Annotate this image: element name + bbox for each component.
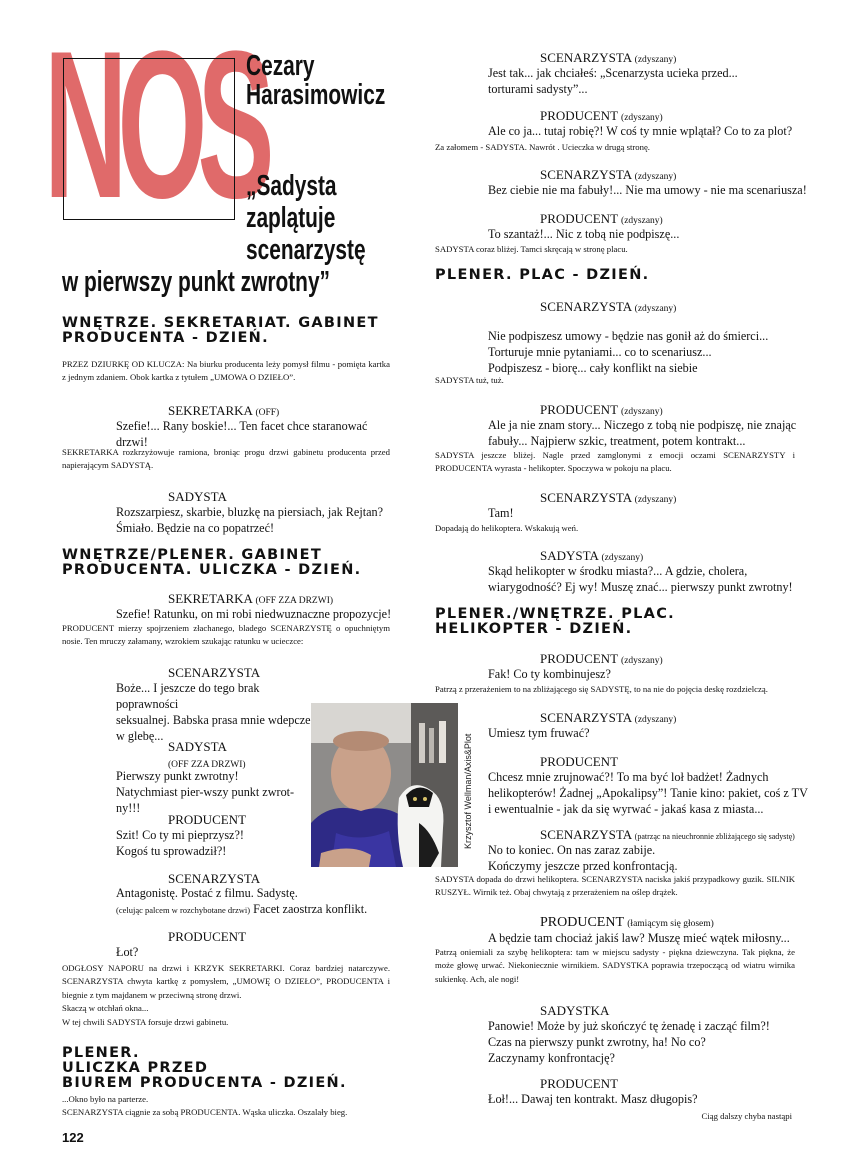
- dialogue-line: Szefie!... Rany boskie!... Ten facet chce staranować drzwi!: [116, 419, 368, 450]
- dialogue-line: A będzie tam chociaż jakiś law? Muszę mieć wątek miłosny...: [488, 931, 790, 945]
- speaker-name: PRODUCENT: [540, 915, 625, 930]
- dialogue-line: Łot?: [116, 945, 139, 959]
- scene-heading-line: HELIKOPTER - DZIEŃ.: [435, 621, 633, 638]
- speaker-note: (zdyszany): [621, 656, 663, 666]
- dialogue: [116, 606, 396, 622]
- dialogue-line: Szefie! Ratunku, on mi robi niedwuznaczne propozycje!: [116, 607, 392, 621]
- dialogue: [116, 944, 316, 960]
- dialogue-line-text: Facet zaostrza konflikt.: [253, 902, 368, 917]
- speaker: [540, 1076, 618, 1092]
- dialogue-line: seksualnej. Babska prasa mnie wdepcze: [116, 713, 311, 728]
- dialogue-line: torturami sadysty”...: [488, 82, 588, 97]
- title-line-1: „Sadysta: [246, 170, 337, 202]
- dialogue: [116, 680, 316, 744]
- action-text: SADYSTA coraz bliżej. Tamci skręcają w stronę placu.: [435, 244, 628, 254]
- speaker: [168, 739, 227, 755]
- dialogue: [488, 1091, 818, 1107]
- dialogue: [116, 504, 396, 536]
- dialogue-line: Bez ciebie nie ma fabuły!... Nie ma umowy - nie ma scenariusza!: [488, 183, 807, 197]
- dialogue-line: Skąd helikopter w środku miasta?... A gdzie, cholera,: [488, 564, 748, 578]
- dialogue-line: Ale ja nie znam story... Niczego z tobą nie podpiszę, nie znając: [488, 418, 797, 432]
- dialogue: [488, 930, 818, 946]
- scene-heading-line: PRODUCENTA. ULICZKA - DZIEŃ.: [62, 562, 362, 579]
- speaker: [540, 108, 663, 124]
- logo-frame: [63, 58, 235, 220]
- speaker: [540, 710, 676, 726]
- speaker: [540, 402, 663, 418]
- action-text: SEKRETARKA rozkrzyżowuje ramiona, broniąc progu drzwi gabinetu producenta przed napierającym SADYSTĄ.: [62, 447, 390, 471]
- photo-credit: [458, 700, 474, 870]
- action-line: W tej chwili SADYSTA forsuje drzwi gabinetu.: [62, 1016, 229, 1027]
- speaker: [168, 929, 246, 945]
- speaker: [168, 812, 246, 828]
- speaker-note: (zdyszany): [601, 553, 644, 563]
- speaker-note: (OFF): [255, 408, 280, 418]
- dialogue-line: Chcesz mnie zrujnować?! To ma być loł badżet! Żadnych: [488, 770, 769, 784]
- dialogue: [116, 768, 316, 816]
- scene-heading-line: PLENER./WNĘTRZE. PLAC.: [435, 606, 675, 622]
- dialogue-line: Śmiało. Będzie na co popatrzeć!: [116, 521, 275, 536]
- scene-heading-line: WNĘTRZE. SEKRETARIAT. GABINET: [62, 315, 379, 331]
- dialogue-line: fabuły... Najpierw szkic, treatment, potem kontrakt...: [488, 434, 746, 449]
- speaker-name: SADYSTKA: [540, 1003, 610, 1018]
- continuation-note: Ciąg dalszy chyba nastąpi: [701, 1111, 792, 1121]
- dialogue: [116, 885, 406, 917]
- action-text: Patrzą z przerażeniem to na zbliżającego się SADYSTĘ, to na nie do pojęcia deskę rozdzielczą.: [435, 684, 768, 694]
- action-line: ODGŁOSY NAPORU na drzwi i KRZYK SEKRETARKI. Coraz bardziej natarczywe. SCENARZYSTA chwyta kartkę z pomysłem, „UMOWĘ O DZIEŁO”, PRODUCENTA i biegnie z tym majdanem w przeciwną stronę drzwi.: [62, 963, 390, 1000]
- action-line: Skaczą w otchłań okna...: [62, 1003, 149, 1014]
- dialogue-line: Fak! Co ty kombinujesz?: [488, 667, 611, 681]
- speaker-note: (zdyszany): [621, 113, 663, 123]
- dialogue-line: helikopterów! Żadnej „Apokalipsy”! Tanie kino: pakiet, coś z TV: [488, 786, 808, 801]
- author-photo: [311, 703, 458, 867]
- dialogue: [488, 328, 818, 376]
- dialogue: [488, 65, 808, 97]
- speaker-name: PRODUCENT: [540, 108, 618, 123]
- dialogue-line: Łoł!... Dawaj ten kontrakt. Masz długopis?: [488, 1092, 698, 1106]
- dialogue-line: Szit! Co ty mi pieprzysz?!: [116, 828, 244, 842]
- speaker: [540, 490, 676, 506]
- speaker-name: SEKRETARKA: [168, 591, 253, 606]
- speaker-name: SCENARZYSTA: [168, 871, 261, 886]
- author-photo-illustration: [311, 703, 458, 867]
- action-line: ...Okno było na parterze.: [62, 1094, 149, 1104]
- dialogue-line: Podpiszesz - biorę... cały konflikt na siebie: [488, 361, 698, 376]
- speaker: [540, 651, 663, 667]
- scene-heading-line: BIUREM PRODUCENTA - DZIEŃ.: [62, 1075, 347, 1092]
- page-number: 122: [62, 1130, 84, 1145]
- author-last-name: Harasimowicz: [246, 79, 386, 111]
- scene-heading: [62, 1046, 347, 1092]
- speaker-name: SCENARZYSTA: [540, 299, 632, 314]
- scene-heading: [435, 268, 649, 283]
- speaker-note: (zdyszany): [634, 715, 677, 725]
- action-text: PRZEZ DZIURKĘ OD KLUCZA: Na biurku producenta leży pomysł filmu - pomięta kartka z jednym zdaniem. Obok kartka z tytułem „UMOWA O DZIEŁO”.: [62, 359, 390, 383]
- scene-heading: [62, 316, 379, 346]
- action-line: SCENARZYSTA ciągnie za sobą PRODUCENTA. Wąska uliczka. Oszalały bieg.: [62, 1107, 348, 1118]
- nos-logo-letters: NOS: [44, 7, 265, 242]
- speaker-name: SEKRETARKA: [168, 403, 253, 418]
- action-text: Patrzą oniemiali za szybę helikoptera: tam w miejscu sadysty - piękna dziewczyna. Tak piękna, że może głowę urwać. Niekoniecznie wirnikiem. SADYSTKA poprawia trzepoczącą od wiatru wirnika sukienkę. Ach, ale nogi!: [435, 947, 795, 984]
- dialogue-line: Jest tak... jak chciałeś: „Scenarzysta ucieka przed...: [488, 66, 738, 80]
- speaker-name: PRODUCENT: [540, 754, 619, 769]
- speaker: [168, 591, 333, 607]
- dialogue-line: No to koniec. On nas zaraz zabije.: [488, 843, 656, 857]
- speaker-note: (łamiącym się głosem): [627, 919, 714, 929]
- speaker: [540, 548, 643, 564]
- dialogue: [488, 563, 818, 595]
- title-line-2: zaplątuje: [246, 202, 336, 234]
- action-text: SADYSTA tuż, tuż.: [435, 375, 504, 385]
- speaker-name: PRODUCENT: [168, 929, 247, 944]
- speaker-note: (zdyszany): [634, 55, 677, 65]
- dialogue-line: Rozszarpiesz, skarbie, bluzkę na piersiach, jak Rejtan?: [116, 505, 384, 519]
- dialogue-line: Kończymy jeszcze przed konfrontacją.: [488, 859, 678, 874]
- scene-heading: [435, 607, 675, 637]
- dialogue-line: Torturuje mnie pytaniami... co to scenariusz...: [488, 345, 712, 360]
- speaker-note: (patrząc na nieuchronnie zbliżającego się sadystę): [634, 832, 795, 841]
- speaker-note: (zdyszany): [621, 407, 663, 417]
- action-text: Za załomem - SADYSTA. Nawrót . Ucieczka w drugą stronę.: [435, 142, 650, 152]
- speaker: [540, 211, 663, 227]
- speaker: [540, 914, 714, 931]
- action-text: Dopadają do helikoptera. Wskakują weń.: [435, 523, 579, 533]
- dialogue: [488, 1018, 818, 1066]
- title-line-4: w pierwszy punkt zwrotny”: [62, 266, 330, 298]
- speaker-name: SADYSTA: [168, 739, 227, 754]
- speaker-name: PRODUCENT: [540, 651, 618, 666]
- parenthetical: (celując palcem w rozchybotane drzwi): [116, 905, 251, 916]
- dialogue-line: Umiesz tym fruwać?: [488, 726, 590, 740]
- dialogue: [488, 182, 818, 198]
- scene-heading-line: PLENER.: [62, 1045, 140, 1061]
- speaker-note: (zdyszany): [634, 172, 677, 182]
- dialogue: [488, 842, 818, 874]
- speaker-note: (OFF ZZA DRZWI): [168, 760, 246, 770]
- action-text: SADYSTA dopada do drzwi helikoptera. SCENARZYSTA naciska jakiś przypadkowy guzik. SILNIK RUSZYŁ. Wirnik też. Obaj chwytają z przerażeniem na oślep drążek.: [435, 874, 795, 898]
- speaker-name: PRODUCENT: [168, 812, 247, 827]
- speaker: [540, 754, 618, 770]
- speaker-name: SCENARZYSTA: [540, 710, 632, 725]
- dialogue-line: Antagonistę. Postać z filmu. Sadystę.: [116, 886, 298, 900]
- dialogue-line: Panowie! Może by już skończyć tę żenadę i zacząć film?!: [488, 1019, 770, 1033]
- dialogue-line: [116, 901, 406, 917]
- dialogue-line: Natychmiast pier-wszy punkt zwrot-ny!!!: [116, 785, 295, 816]
- speaker: [540, 827, 795, 843]
- dialogue: [116, 827, 316, 859]
- scene-heading-line: WNĘTRZE/PLENER. GABINET: [62, 547, 323, 563]
- dialogue-line: Kogoś tu sprowadził?!: [116, 844, 227, 859]
- speaker: [540, 167, 676, 183]
- speaker-note: (zdyszany): [634, 495, 677, 505]
- speaker-name: SADYSTA: [168, 489, 227, 504]
- action-text: [62, 962, 390, 1029]
- speaker-note: (zdyszany): [634, 304, 677, 314]
- speaker-name: PRODUCENT: [540, 402, 618, 417]
- scene-heading-line: PLENER. PLAC - DZIEŃ.: [435, 267, 650, 283]
- speaker: [168, 489, 227, 505]
- scene-heading-line: ULICZKA PRZED: [62, 1060, 209, 1077]
- action-text: SADYSTA jeszcze bliżej. Nagle przed zamglonymi z emocji oczami SCENARZYSTY i PRODUCENTA wyrasta - helikopter. Spoczywa w pokoju na placu.: [435, 450, 795, 474]
- speaker-note: (zdyszany): [621, 216, 663, 226]
- speaker: [540, 50, 676, 66]
- speaker-name: PRODUCENT: [540, 211, 618, 226]
- dialogue: [488, 417, 818, 449]
- dialogue: [488, 725, 818, 741]
- speaker: [168, 665, 260, 681]
- dialogue-line: i ewentualnie - jak da się wyrwać - jakaś kasa z miasta...: [488, 802, 764, 817]
- speaker-note: (OFF ZZA DRZWI): [255, 596, 334, 606]
- dialogue: [488, 769, 818, 817]
- scene-heading-line: PRODUCENTA - DZIEŃ.: [62, 330, 269, 347]
- dialogue-line: Tam!: [488, 506, 514, 520]
- dialogue: [488, 505, 818, 521]
- speaker-name: SCENARZYSTA: [540, 167, 632, 182]
- dialogue-line: w glebę...: [116, 729, 164, 744]
- speaker-name: SCENARZYSTA: [168, 665, 261, 680]
- dialogue-line: Zaczynamy konfrontację?: [488, 1051, 615, 1066]
- title-line-3: scenarzystę: [246, 234, 366, 266]
- speaker-name: SCENARZYSTA: [540, 827, 632, 842]
- dialogue-line: Czas na pierwszy punkt zwrotny, ha! No co?: [488, 1035, 706, 1050]
- photo-credit-text: Krzysztof Wellman/Axis&Plot: [463, 733, 473, 849]
- speaker-name: SCENARZYSTA: [540, 490, 632, 505]
- action-text: PRODUCENT mierzy spojrzeniem złachanego, bladego SCENARZYSTĘ o opuchniętym nosie. Ten mruczy załamany, wzrokiem szukając ratunku w ucieczce:: [62, 623, 390, 647]
- dialogue-line: wiarygodność? Ej wy! Muszę znać... pierwszy punkt zwrotny!: [488, 580, 793, 595]
- dialogue-line: Pierwszy punkt zwrotny!: [116, 769, 239, 783]
- speaker-name: SADYSTA: [540, 548, 599, 563]
- dialogue-line: To szantaż!... Nic z tobą nie podpiszę...: [488, 227, 680, 241]
- dialogue-line: Ale co ja... tutaj robię?! W coś ty mnie wplątał? Co to za plot?: [488, 124, 793, 138]
- author-first-name: Cezary: [246, 50, 315, 82]
- dialogue: [488, 666, 818, 682]
- action-text: [62, 1093, 390, 1120]
- dialogue: [488, 123, 818, 139]
- speaker-name: SCENARZYSTA: [540, 50, 632, 65]
- scene-heading: [62, 548, 361, 578]
- speaker: [540, 1003, 609, 1019]
- speaker-name: PRODUCENT: [540, 1076, 619, 1091]
- dialogue: [488, 226, 818, 242]
- speaker: [168, 403, 279, 419]
- dialogue-line: Nie podpiszesz umowy - będzie nas gonił aż do śmierci...: [488, 329, 769, 343]
- speaker: [540, 299, 676, 315]
- dialogue-line: Boże... I jeszcze do tego brak poprawności: [116, 681, 260, 712]
